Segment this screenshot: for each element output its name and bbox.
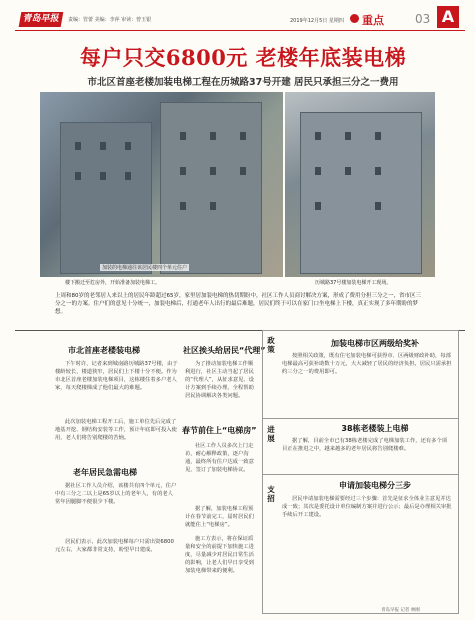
col2-paragraph: 社区工作人员多次上门走访，耐心解释政策，逐户沟通，最终所有住户达成一致意见，签订了加装电梯协议。	[185, 443, 254, 473]
window-shape	[125, 172, 131, 180]
right-divider	[262, 418, 459, 419]
col1-subtitle: 老年居民急需电梯	[73, 468, 137, 477]
col1-paragraph: 据社区工作人员介绍，该楼共有四个单元，住户中有三分之二以上是65岁以上的老年人，有的老人常年因腿脚不便很少下楼。	[55, 483, 177, 505]
label-progress: 进展	[267, 425, 275, 443]
window-shape	[180, 132, 186, 140]
col2-subtitle: 春节前住上“电梯房”	[182, 426, 257, 435]
window-shape	[210, 132, 216, 140]
newspaper-logo: 青岛早报	[19, 12, 64, 27]
issue-date: 2019年12月5日 星期四	[290, 18, 344, 24]
right-title-subsidy: 加装电梯市区两级给奖补	[331, 339, 419, 348]
col1-paragraph: 下午时许，记者来到城南路历城路37号楼，由于楼龄较长，楼道狭窄，居民们上下楼十分不便。作为市北区首座老楼加装电梯项目，这栋楼住着多户老人家，每天爬楼梯成了他们最大的难题。	[55, 361, 178, 391]
window-shape	[100, 172, 106, 180]
col1-title: 市北首座老楼装电梯	[68, 346, 140, 355]
label-policy: 政策	[267, 336, 275, 354]
section-name: 重点	[362, 14, 384, 27]
photo-building-right	[285, 92, 435, 277]
window-shape	[210, 167, 216, 175]
window-shape	[180, 202, 186, 210]
col2-paragraph: 为了推动加装电梯工作顺利进行，社区主动当起了居民的“代理人”，从征求意见、设计方案到手续办理，全程帮助居民协调解决各类问题。	[185, 361, 255, 399]
window-shape	[180, 167, 186, 175]
window-shape	[240, 132, 246, 140]
window-shape	[75, 142, 81, 150]
window-shape	[315, 132, 321, 140]
window-shape	[75, 172, 81, 180]
window-shape	[375, 132, 381, 140]
window-shape	[240, 167, 246, 175]
photo-building-left	[40, 92, 283, 277]
editor-credits: 责编：管蕾 美编：李萍 审读：曾玉银	[68, 17, 152, 23]
edition-letter: A	[437, 6, 459, 28]
right-paragraph-subsidy: 按照相关政策，既有住宅加装电梯可获得市、区两级财政补助，每部电梯最高可获补助数十万元，大大减轻了居民的经济负担。居民只需承担约三分之一的费用即可。	[282, 353, 452, 375]
photo-inset-caption: 加装的电梯通往该居民楼四个单元住户	[102, 265, 188, 271]
label-support: 支招	[267, 485, 275, 503]
window-shape	[100, 142, 106, 150]
col1-paragraph: 此次加装电梯工程开工后，施工单位先后完成了地基开挖、钢结构安装等工作，预计年底即可投入使用，老人们将告别爬楼的苦恼。	[55, 419, 177, 441]
window-shape	[375, 167, 381, 175]
right-divider	[262, 474, 459, 475]
col2-paragraph: 据了解，加装电梯工程预计在春节前完工，届时居民们就能住上“电梯房”。	[185, 506, 254, 528]
right-title-progress: 38栋老楼装上电梯	[341, 424, 409, 433]
col2-paragraph: 施工方表示，将在保证质量和安全的前提下加快施工进度，尽量减少对居民日常生活的影响，让老人们早日享受到加装电梯带来的便利。	[185, 536, 254, 574]
right-paragraph-progress: 据了解，目前全市已有38栋老楼完成了电梯加装工作，还有多个项目正在推进之中，越来越多的老年居民将告别爬楼难。	[282, 438, 448, 452]
masthead-rule	[15, 30, 465, 31]
right-title-steps: 申请加装电梯分三步	[339, 481, 411, 490]
page-number: 03	[415, 12, 431, 26]
window-shape	[345, 132, 351, 140]
headline: 每户只交6800元 老楼年底装电梯	[79, 45, 407, 70]
subheadline: 市北区首座老楼加装电梯工程在历城路37号开建 居民只承担三分之一费用	[87, 77, 399, 88]
window-shape	[315, 202, 321, 210]
building-shape	[160, 102, 262, 274]
window-shape	[345, 167, 351, 175]
window-shape	[315, 167, 321, 175]
window-shape	[125, 142, 131, 150]
section-dot-icon	[350, 14, 359, 23]
window-shape	[210, 202, 216, 210]
photo-caption-left: 楼下搬迁至危房外，开始准备加装电梯工。	[65, 280, 161, 286]
photo-caption-right: 历城路37号楼加装电梯开工现场。	[315, 280, 392, 286]
right-paragraph-steps: 居民申请加装电梯需要经过三个步骤：首先是征求全体业主意见并达成一致；其次是委托设计单位编制方案并进行公示；最后是办理相关审批手续后开工建设。	[282, 496, 452, 518]
masthead	[0, 0, 475, 34]
window-shape	[375, 202, 381, 210]
byline: 青岛早报 记者 林刚	[381, 608, 420, 613]
building-shape	[60, 122, 152, 274]
col2-title: 社区挨头给居民“代理”	[183, 346, 266, 355]
lead-paragraph: 上周和80岁的老邻居人来以上的居民年龄超过65岁，家里居加装电梯的热切期盼中，社区工作人员商讨解决方案，形成了费用分担三分之一，省市区三分之一的方案。住户们的意见十分统一，加装电梯后，打通老年人出行的最后难题，居民们终于可以在家门口坐电梯上下楼，真正实现了多年期盼的梦想。	[55, 293, 422, 315]
col1-paragraph: 居民们表示，此次加装电梯每户只需出资6800元左右，大家都非常支持，盼望早日建成。	[55, 539, 174, 553]
